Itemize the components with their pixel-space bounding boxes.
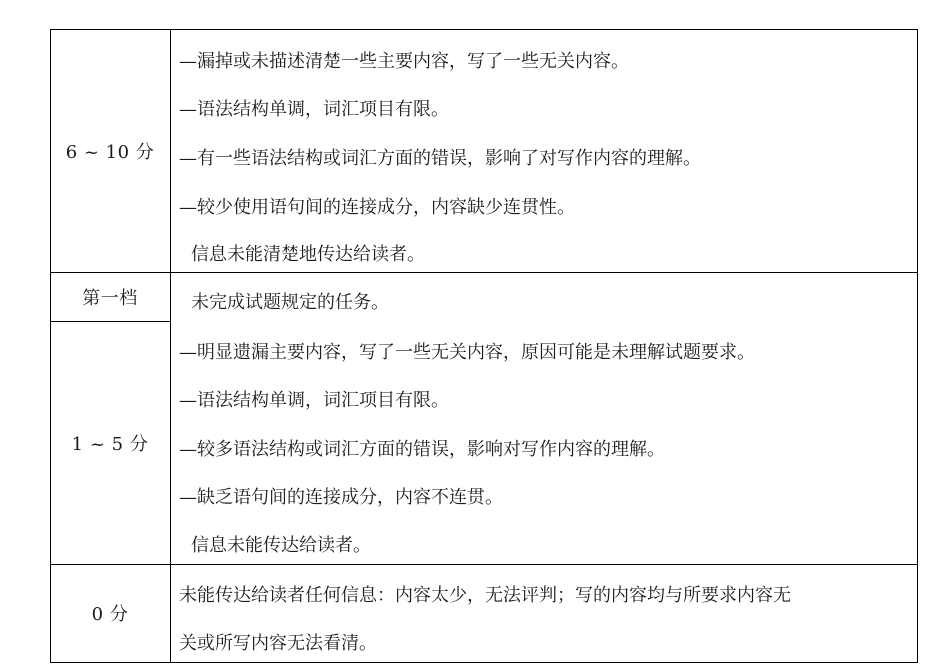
scoring-rubric-table <box>50 29 918 663</box>
table-border-bottom <box>50 662 918 663</box>
criteria-line: —有一些语法结构或词汇方面的错误，影响了对写作内容的理解。 <box>179 148 701 169</box>
score-cell-6-10 <box>50 29 170 272</box>
score-cell-1-5 <box>50 321 170 564</box>
criteria-line: 信息未能传达给读者。 <box>191 535 371 556</box>
criteria-line: 未能传达给读者任何信息：内容太少，无法评判；写的内容均与所要求内容无 <box>179 585 791 606</box>
criteria-line: 信息未能清楚地传达给读者。 <box>191 244 425 265</box>
criteria-cell-6-10 <box>171 29 918 272</box>
criteria-line: —语法结构单调，词汇项目有限。 <box>179 390 449 411</box>
criteria-line: 未完成试题规定的任务。 <box>191 292 389 313</box>
criteria-line: —较多语法结构或词汇方面的错误，影响对写作内容的理解。 <box>179 439 665 460</box>
criteria-line: —漏掉或未描述清楚一些主要内容，写了一些无关内容。 <box>179 51 629 72</box>
score-label: 0 分 <box>91 604 129 625</box>
score-label: 6 ~ 10 分 <box>65 141 155 163</box>
criteria-cell-0 <box>171 564 918 662</box>
criteria-line: —缺乏语句间的连接成分，内容不连贯。 <box>179 487 503 508</box>
criteria-cell-1-5 <box>171 272 918 564</box>
grade-label: 第一档 <box>82 287 138 309</box>
criteria-line: 关或所写内容无法看清。 <box>179 633 377 654</box>
criteria-line: —较少使用语句间的连接成分，内容缺少连贯性。 <box>179 197 575 218</box>
criteria-line: —明显遗漏主要内容，写了一些无关内容，原因可能是未理解试题要求。 <box>179 342 755 363</box>
grade-cell <box>50 272 170 321</box>
score-cell-0 <box>50 564 170 662</box>
criteria-line: —语法结构单调，词汇项目有限。 <box>179 99 449 120</box>
score-label: 1 ~ 5 分 <box>71 433 149 455</box>
